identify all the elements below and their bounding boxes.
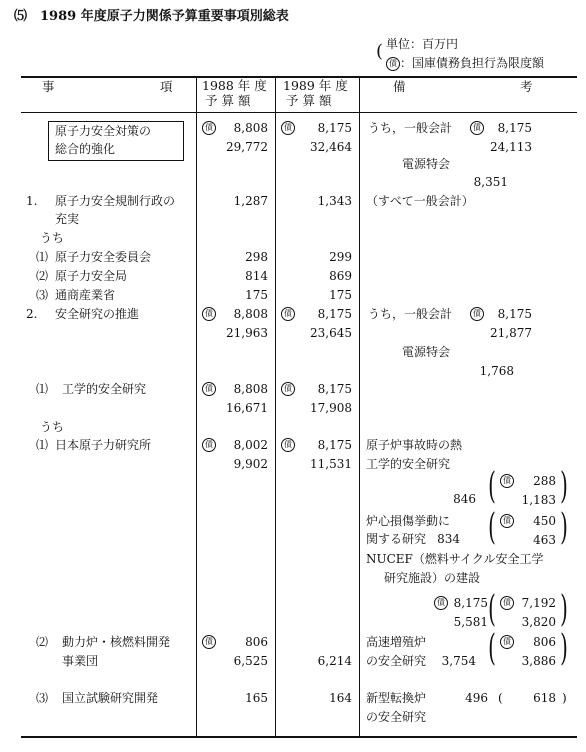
r21i-label: 日本原子力研究所 xyxy=(55,438,152,452)
header-1988-2: 予 算 額 xyxy=(205,93,251,108)
saimu-marker-icon: 債 xyxy=(281,382,295,396)
header-biko-2: 考 xyxy=(520,79,533,94)
r1ha-v88: 175 xyxy=(245,288,268,302)
r21i-note-1b: 工学的安全研究 xyxy=(366,457,451,471)
header-1989-2: 予 算 額 xyxy=(286,93,332,108)
r21i-note-2-v: 834 xyxy=(437,532,460,546)
r1i-label: 原子力安全委員会 xyxy=(55,250,152,264)
saimu-marker-icon: 債 xyxy=(202,382,216,396)
unit-line-2: 債 ：国庫債務負担行為限度額 xyxy=(386,56,544,71)
r1-note: （すべて一般会計） xyxy=(366,194,474,208)
total-a88: 8,808 xyxy=(233,121,268,135)
paren-right: ) xyxy=(560,589,568,630)
r21i-note-3-a: 8,175 xyxy=(453,596,488,610)
r1-uchi: うち xyxy=(40,231,65,245)
r1ro-v88: 814 xyxy=(245,269,268,283)
r1-v88: 1,287 xyxy=(233,194,268,208)
r21ro-v88: 6,525 xyxy=(233,654,268,668)
unit-brace: ( xyxy=(376,41,384,62)
r1i-marker: ⑴ xyxy=(36,250,49,264)
r1ha-label: 通商産業省 xyxy=(55,288,116,302)
total-note-2-v: 8,351 xyxy=(473,175,508,189)
r21ro-a88: 806 xyxy=(245,635,268,649)
r2-num: 2. xyxy=(26,307,38,321)
r21i-note-3-pa: 7,192 xyxy=(521,596,556,610)
saimu-marker-icon: 債 xyxy=(281,438,295,452)
saimu-marker-icon: 債 xyxy=(202,307,216,321)
r1i-v88: 298 xyxy=(245,250,268,264)
saimu-marker-icon: 債 xyxy=(202,438,216,452)
paren-right: ) xyxy=(560,466,568,507)
r21ha-note-v: 496 xyxy=(465,691,488,705)
r21ro-label-2: 事業団 xyxy=(62,654,99,668)
r21i-v89: 11,531 xyxy=(310,457,352,471)
r21i-marker: ⑴ xyxy=(36,438,49,452)
r2-v89: 23,645 xyxy=(310,326,352,340)
r21ha-note-pv: 618 xyxy=(533,691,556,705)
total-v89: 32,464 xyxy=(310,140,352,154)
saimu-marker-icon: 債 xyxy=(500,514,514,528)
total-note-1: うち，一般会計 xyxy=(368,121,453,135)
paren-right: ) xyxy=(560,628,568,669)
paren-left: ( xyxy=(488,589,496,630)
r2-label: 安全研究の推進 xyxy=(55,307,140,321)
r1i-v89: 299 xyxy=(329,250,352,264)
r2-note-1-v: 21,877 xyxy=(490,326,532,340)
saimu-marker-icon: 債 xyxy=(500,474,514,488)
r21ha-note-1: 新型転換炉 xyxy=(366,691,427,705)
col-divider-3 xyxy=(359,77,360,737)
r21ha-v89: 164 xyxy=(329,691,352,705)
r2-note-2: 電源特会 xyxy=(402,345,451,359)
r21i-note-3a: NUCEF（燃料サイクル安全工学 xyxy=(366,552,544,566)
header-1989-1: 1989 年 度 xyxy=(283,78,348,93)
total-v88: 29,772 xyxy=(226,140,268,154)
r1-v89: 1,343 xyxy=(317,194,352,208)
paren-left: ( xyxy=(488,628,496,669)
r21-marker: ⑴ xyxy=(36,382,49,396)
r21ro-note-pa: 806 xyxy=(533,635,556,649)
r21-v88: 16,671 xyxy=(226,401,268,415)
paren-right: ) xyxy=(560,507,568,548)
total-note-1-a: 8,175 xyxy=(497,121,532,135)
r2-a88: 8,808 xyxy=(233,307,268,321)
saimu-marker-icon: 債 xyxy=(434,596,448,610)
r21-a89: 8,175 xyxy=(317,382,352,396)
r21ro-note-v: 3,754 xyxy=(441,654,476,668)
saimu-marker-icon: 債 xyxy=(386,57,400,71)
page-title: ⑸ 1989 年度原子力関係予算重要事項別総表 xyxy=(14,9,289,24)
saimu-marker-icon: 債 xyxy=(202,121,216,135)
saimu-marker-icon: 債 xyxy=(281,121,295,135)
r2-a89: 8,175 xyxy=(317,307,352,321)
r21i-note-2-pa: 450 xyxy=(533,514,556,528)
r2-v88: 21,963 xyxy=(226,326,268,340)
r21ro-note-1: 高速増殖炉 xyxy=(366,635,427,649)
r1-num: 1. xyxy=(26,194,38,208)
paren-left: ( xyxy=(488,466,496,507)
r21i-note-2-pv: 463 xyxy=(533,533,556,547)
table-bottom-rule xyxy=(21,736,577,738)
r21i-v88: 9,902 xyxy=(233,457,268,471)
r1ro-marker: ⑵ xyxy=(36,269,49,283)
total-note-1-v: 24,113 xyxy=(490,140,532,154)
r21i-note-1-v: 846 xyxy=(453,492,476,506)
total-label-2: 総合的強化 xyxy=(55,142,116,156)
r21ha-marker: ⑶ xyxy=(36,691,49,705)
r21i-note-3b: 研究施設）の建設 xyxy=(384,571,481,585)
r21ha-v88: 165 xyxy=(245,691,268,705)
r21i-note-2a: 炉心損傷挙動に xyxy=(366,514,451,528)
r21i-note-1-pv: 1,183 xyxy=(521,493,556,507)
saimu-marker-icon: 債 xyxy=(470,121,484,135)
r21ro-v89: 6,214 xyxy=(317,654,352,668)
r21ro-note-2: の安全研究 xyxy=(366,654,427,668)
r21ha-label: 国立試験研究開発 xyxy=(62,691,159,705)
r2-note-2-v: 1,768 xyxy=(479,364,514,378)
r21ro-note-pv: 3,886 xyxy=(521,654,556,668)
r1ha-marker: ⑶ xyxy=(36,288,49,302)
r21ro-label-1: 動力炉・核燃料開発 xyxy=(62,635,171,649)
saimu-marker-icon: 債 xyxy=(500,596,514,610)
saimu-marker-icon: 債 xyxy=(470,307,484,321)
saimu-marker-icon: 債 xyxy=(500,635,514,649)
r1-label-1: 原子力安全規制行政の xyxy=(55,194,176,208)
r21-v89: 17,908 xyxy=(310,401,352,415)
r21i-note-1a: 原子炉事故時の熱 xyxy=(366,438,463,452)
r21-label: 工学的安全研究 xyxy=(62,382,147,396)
saimu-marker-icon: 債 xyxy=(281,307,295,321)
header-jikou-1: 事 xyxy=(42,79,55,94)
r21i-a89: 8,175 xyxy=(317,438,352,452)
header-rule xyxy=(21,112,577,113)
r1ha-v89: 175 xyxy=(329,288,352,302)
paren-left: ( xyxy=(498,691,503,705)
r2-note-1: うち，一般会計 xyxy=(368,307,453,321)
r1ro-label: 原子力安全局 xyxy=(55,269,128,283)
r1ro-v89: 869 xyxy=(329,269,352,283)
saimu-marker-icon: 債 xyxy=(202,635,216,649)
r21-a88: 8,808 xyxy=(233,382,268,396)
r21i-note-1-pa: 288 xyxy=(533,474,556,488)
col-divider-1 xyxy=(196,77,197,737)
header-1988-1: 1988 年 度 xyxy=(202,78,267,93)
paren-left: ( xyxy=(488,507,496,548)
total-note-2: 電源特会 xyxy=(402,157,451,171)
r21ro-marker: ⑵ xyxy=(36,635,49,649)
header-jikou-2: 項 xyxy=(160,79,173,94)
r21ha-note-2: の安全研究 xyxy=(366,710,427,724)
col-divider-2 xyxy=(275,77,276,737)
r21i-note-3-v: 5,581 xyxy=(453,615,488,629)
r1-label-2: 充実 xyxy=(55,212,80,226)
r21-uchi: うち xyxy=(40,420,65,434)
r21i-note-2b: 関する研究 xyxy=(366,532,427,546)
total-label-1: 原子力安全対策の xyxy=(55,124,152,138)
r21i-note-3-pv: 3,820 xyxy=(521,615,556,629)
r21i-a88: 8,002 xyxy=(233,438,268,452)
header-biko-1: 備 xyxy=(393,79,406,94)
r2-note-1-a: 8,175 xyxy=(497,307,532,321)
unit-line-1: 単位：百万円 xyxy=(386,37,459,51)
total-a89: 8,175 xyxy=(317,121,352,135)
paren-right: ) xyxy=(562,691,567,705)
